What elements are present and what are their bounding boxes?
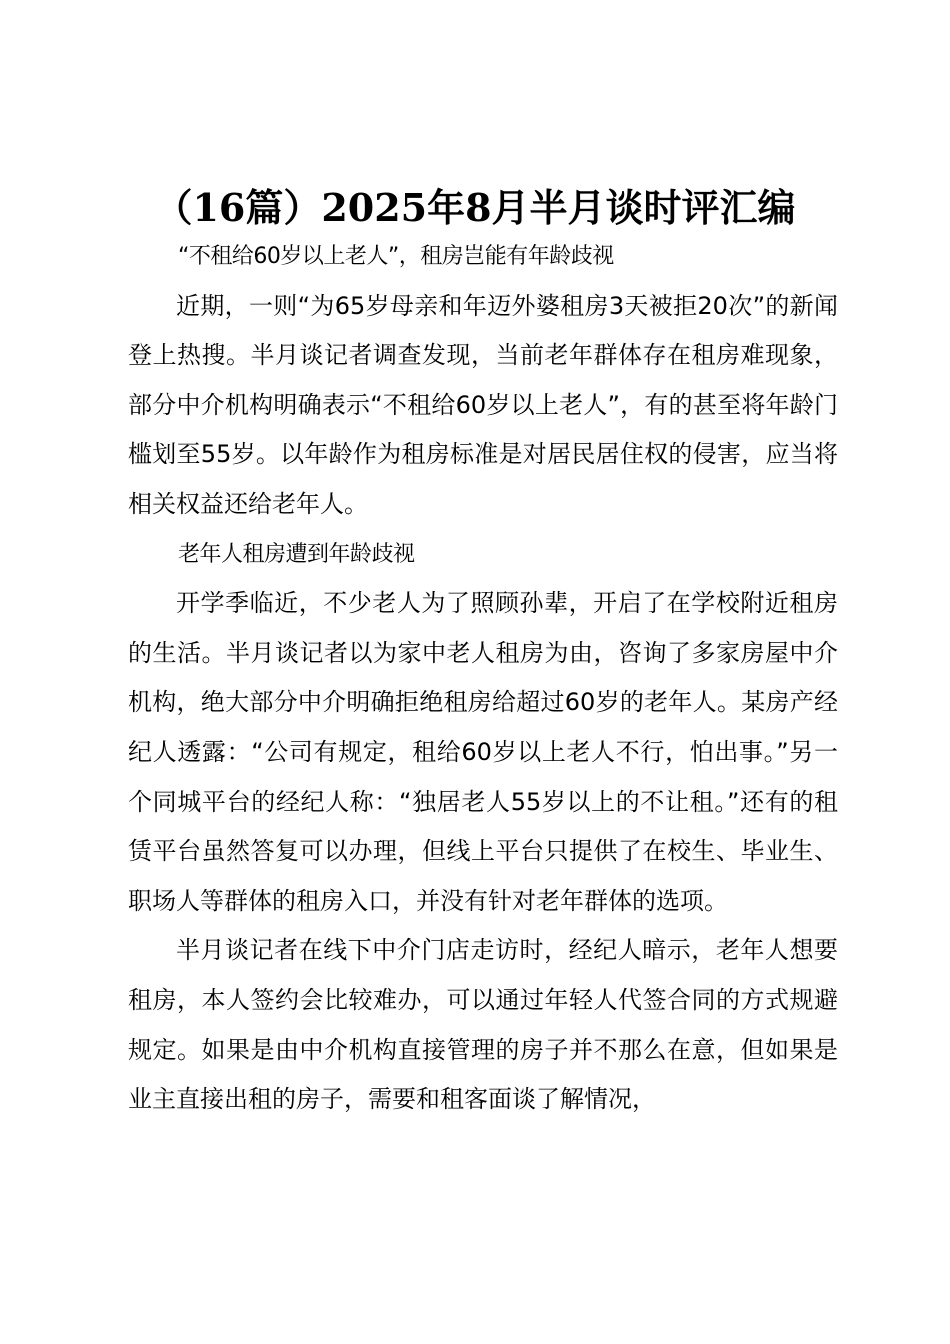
paragraph: 近期，一则“为65岁母亲和年迈外婆租房3天被拒20次”的新闻登上热搜。半月谈记者调查发现，当前老年群体存在租房难现象，部分中介机构明确表示“不租给60岁以上老人”，有的甚至将年龄门槛划至55岁。以年龄作为租房标准是对居民居住权的侵害，应当将相关权益还给老年人。 [128, 291, 838, 518]
section-heading: 老年人租房遭到年龄歧视 [178, 541, 415, 567]
paragraph: 半月谈记者在线下中介门店走访时，经纪人暗示，老年人想要租房，本人签约会比较难办，可以通过年轻人代签合同的方式规避规定。如果是由中介机构直接管理的房子并不那么在意，但如果是业主直接出租的房子，需要和租客面谈了解情况， [128, 936, 838, 1114]
document-title: （16篇）2025年8月半月谈时评汇编 [154, 185, 796, 230]
article-title: “不租给60岁以上老人”，租房岂能有年龄歧视 [178, 244, 614, 269]
article-body [128, 232, 838, 1125]
paragraph: 开学季临近，不少老人为了照顾孙辈，开启了在学校附近租房的生活。半月谈记者以为家中老人租房为由，咨询了多家房屋中介机构，绝大部分中介明确拒绝租房给超过60岁的老年人。某房产经纪人透露：“公司有规定，租给60岁以上老人不行，怕出事。”另一个同城平台的经纪人称：“独居老人55岁以上的不让租。”还有的租赁平台虽然答复可以办理，但线上平台只提供了在校生、毕业生、职场人等群体的租房入口，并没有针对老年群体的选项。 [128, 589, 838, 915]
